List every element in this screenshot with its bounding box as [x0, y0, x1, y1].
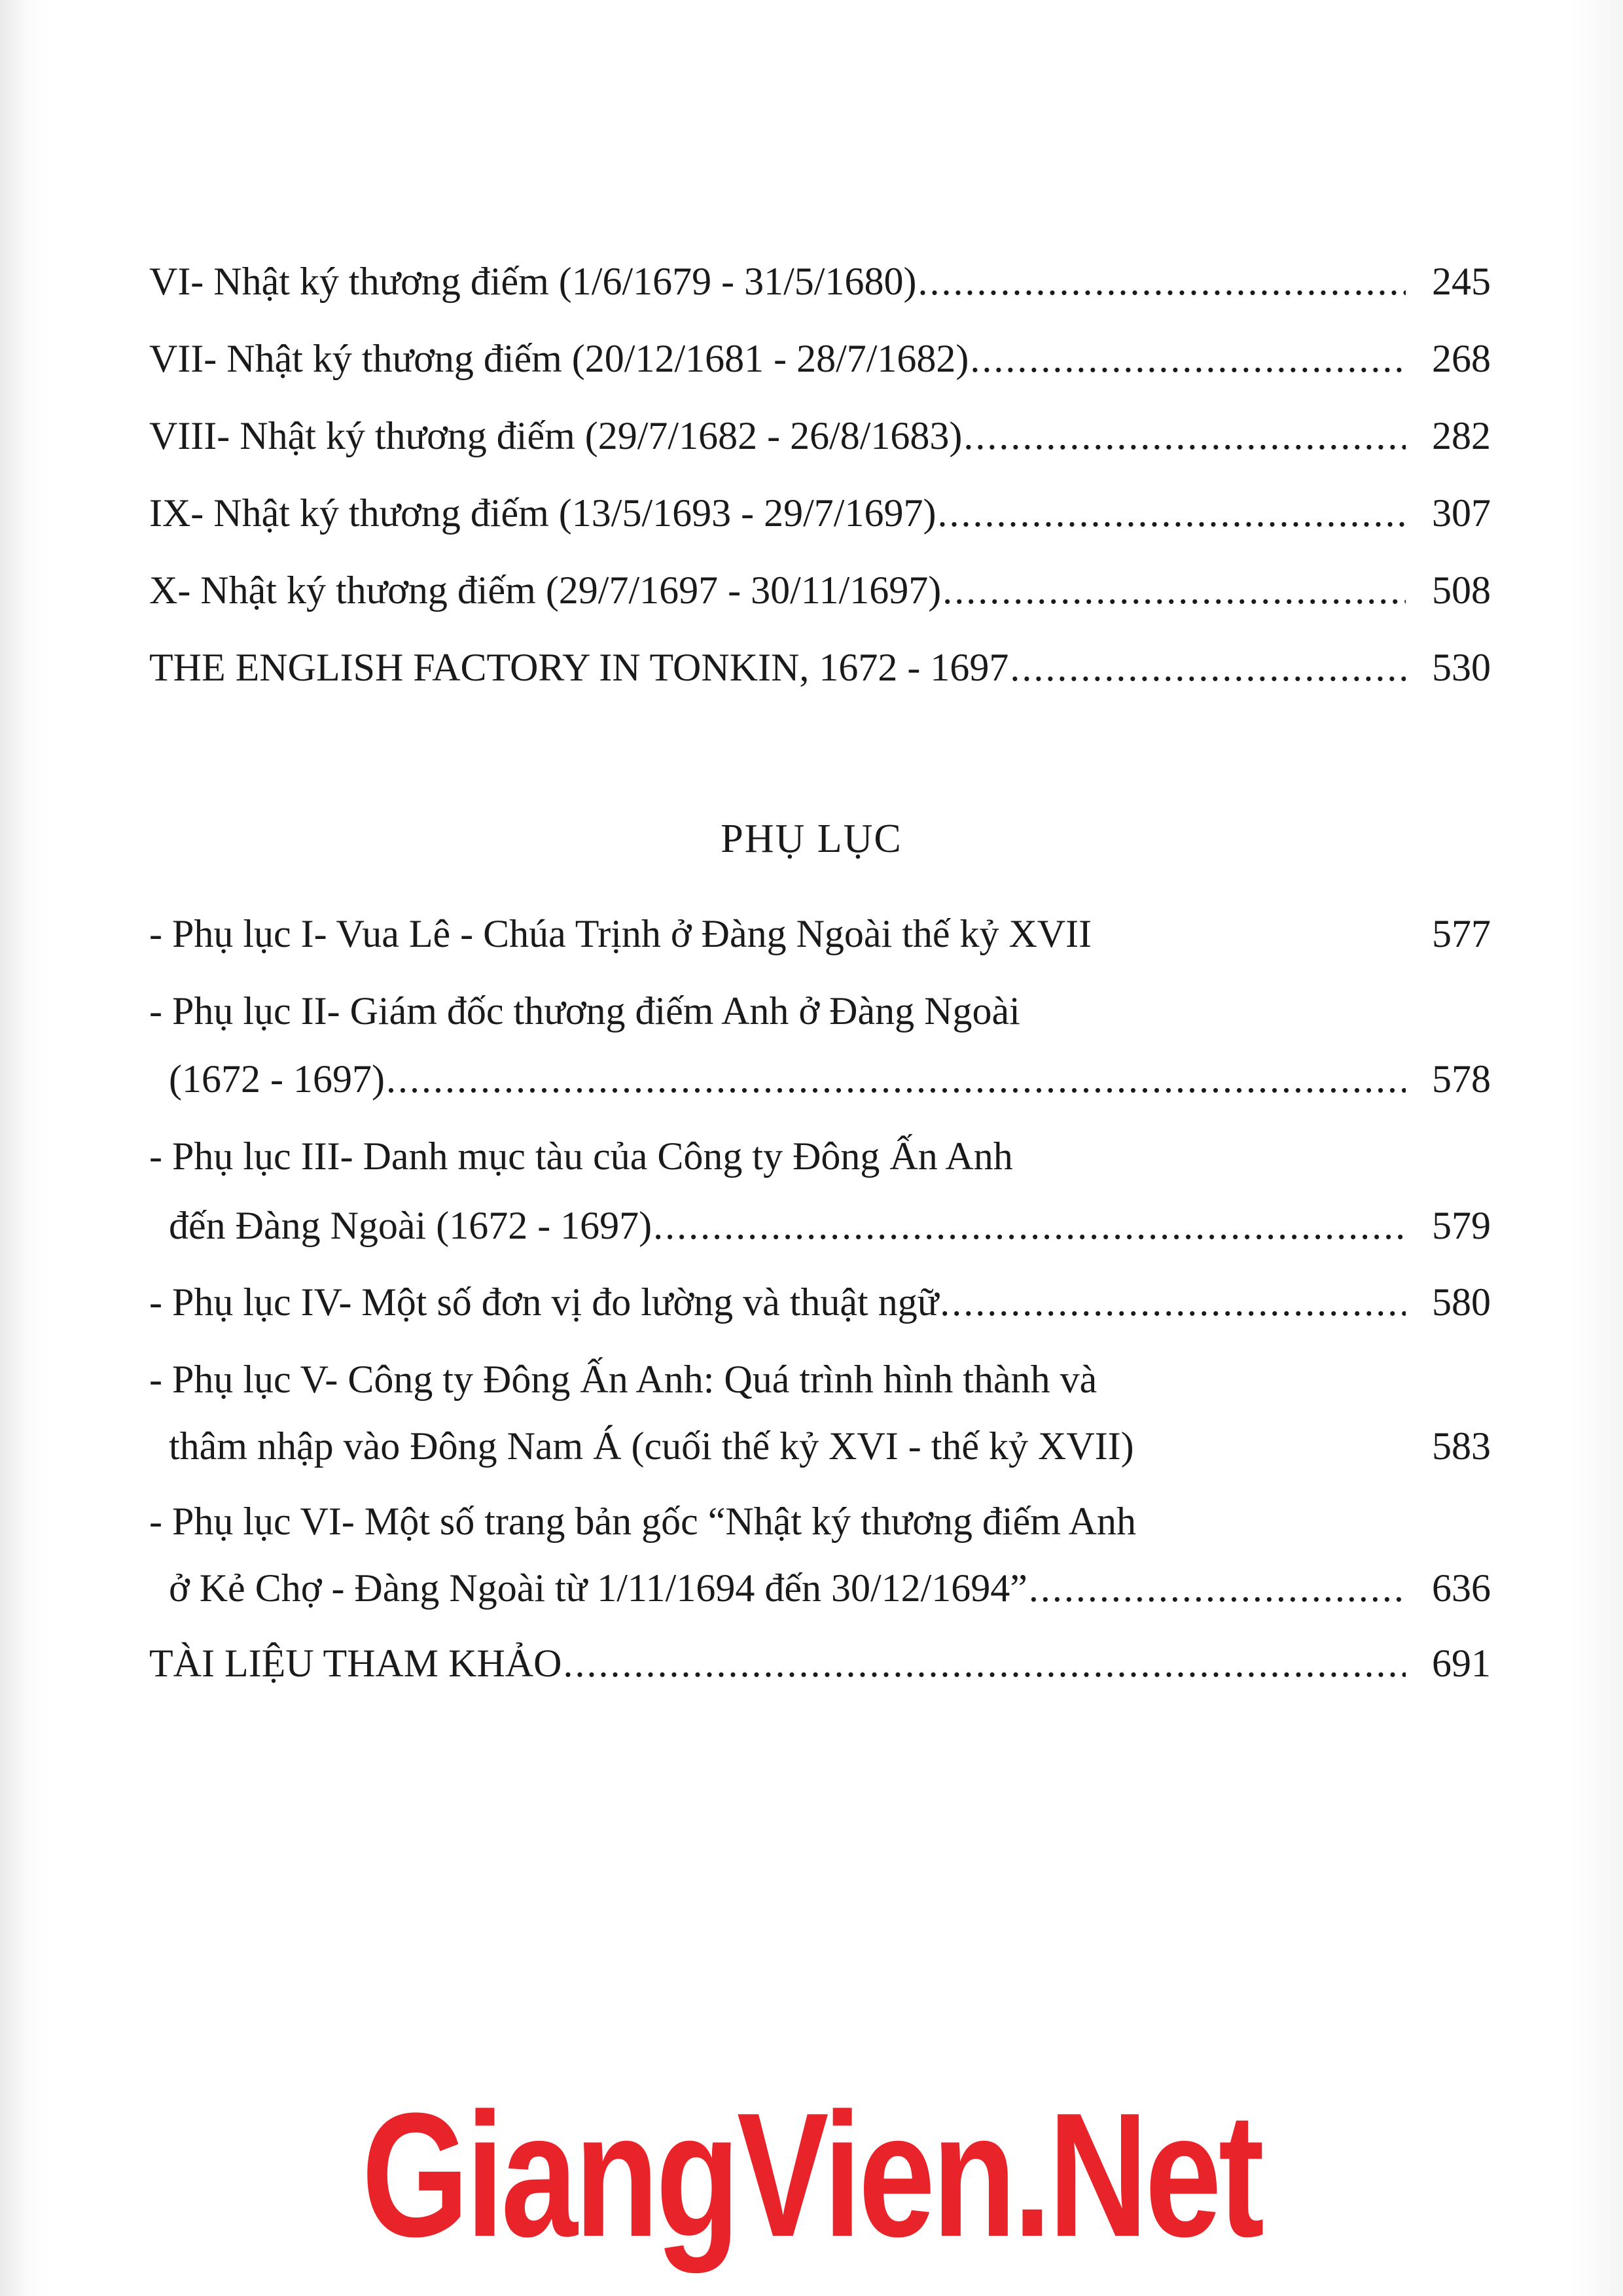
toc-entry-page: 530	[1432, 646, 1491, 689]
appendix-entry-v[interactable]	[169, 1426, 1491, 1466]
appendix-entry-i[interactable]	[149, 914, 1491, 953]
toc-entry-english-factory[interactable]	[149, 648, 1491, 687]
toc-entry-label: THE ENGLISH FACTORY IN TONKIN, 1672 - 1697	[149, 646, 1009, 689]
toc-entry-page: 268	[1432, 337, 1491, 380]
leader-dots	[1010, 648, 1406, 687]
toc-entry-page: 307	[1432, 491, 1491, 535]
appendix-entry-iii-line1[interactable]: - Phụ lục III- Danh mục tàu của Công ty Đông Ấn Anh	[149, 1135, 1013, 1178]
appendix-entry-label: - Phụ lục IV- Một số đơn vị đo lường và thuật ngữ	[149, 1280, 939, 1324]
appendix-entry-page: 636	[1432, 1566, 1491, 1610]
toc-entry-vi[interactable]	[149, 262, 1491, 301]
toc-entry-x[interactable]	[149, 571, 1491, 610]
appendix-entry-ii-line1[interactable]: - Phụ lục II- Giám đốc thương điếm Anh ở Đàng Ngoài	[149, 989, 1020, 1033]
leader-dots	[386, 1059, 1406, 1099]
leader-dots	[1029, 1568, 1406, 1608]
appendix-entry-iii[interactable]	[169, 1206, 1491, 1245]
toc-entry-label: VI- Nhật ký thương điếm (1/6/1679 - 31/5/1680)	[149, 260, 917, 303]
appendix-entry-iv[interactable]	[149, 1282, 1491, 1322]
appendix-entry-v-line1[interactable]: - Phụ lục V- Công ty Đông Ấn Anh: Quá trình hình thành và	[149, 1358, 1097, 1401]
leader-dots	[963, 416, 1406, 455]
appendix-entry-vi[interactable]	[169, 1568, 1491, 1608]
appendix-entry-ii[interactable]	[169, 1059, 1491, 1099]
toc-entry-label: VII- Nhật ký thương điếm (20/12/1681 - 28/7/1682)	[149, 337, 969, 380]
appendix-entry-page: 579	[1432, 1204, 1491, 1247]
leader-dots	[653, 1206, 1406, 1245]
toc-entry-label: VIII- Nhật ký thương điếm (29/7/1682 - 26/8/1683)	[149, 414, 963, 457]
appendix-entry-page: 577	[1432, 912, 1491, 955]
leader-dots	[918, 262, 1406, 301]
appendix-entry-vi-line1[interactable]: - Phụ lục VI- Một số trang bản gốc “Nhật ký thương điếm Anh	[149, 1500, 1136, 1543]
toc-entry-page: 245	[1432, 260, 1491, 303]
appendix-entry-label: đến Đàng Ngoài (1672 - 1697)	[169, 1204, 652, 1247]
appendix-entry-label: ở Kẻ Chợ - Đàng Ngoài từ 1/11/1694 đến 30/12/1694”	[169, 1566, 1027, 1610]
appendix-entry-label: thâm nhập vào Đông Nam Á (cuối thế kỷ XVI - thế kỷ XVII)	[169, 1424, 1134, 1468]
appendix-entry-page: 583	[1432, 1424, 1491, 1468]
references-entry[interactable]	[149, 1644, 1491, 1683]
leader-dots	[937, 493, 1406, 533]
leader-dots	[940, 1282, 1406, 1322]
toc-entry-label: IX- Nhật ký thương điếm (13/5/1693 - 29/7/1697)	[149, 491, 936, 535]
toc-entry-viii[interactable]	[149, 416, 1491, 455]
toc-entry-vii[interactable]	[149, 339, 1491, 378]
appendix-entry-page: 580	[1432, 1280, 1491, 1324]
toc-entry-label: X- Nhật ký thương điếm (29/7/1697 - 30/11/1697)	[149, 569, 942, 612]
leader-dots	[563, 1644, 1406, 1683]
toc-entry-ix[interactable]	[149, 493, 1491, 533]
watermark-logo: GiangVien.Net	[361, 2077, 1262, 2274]
references-label: TÀI LIỆU THAM KHẢO	[149, 1642, 562, 1685]
references-page: 691	[1432, 1642, 1491, 1685]
leader-dots	[942, 571, 1406, 610]
toc-entry-page: 508	[1432, 569, 1491, 612]
toc-entry-page: 282	[1432, 414, 1491, 457]
appendix-entry-label: - Phụ lục I- Vua Lê - Chúa Trịnh ở Đàng Ngoài thế kỷ XVII	[149, 912, 1092, 955]
leader-dots	[970, 339, 1406, 378]
appendix-entry-label: (1672 - 1697)	[169, 1057, 385, 1101]
appendix-heading: PHỤ LỤC	[721, 817, 902, 861]
appendix-entry-page: 578	[1432, 1057, 1491, 1101]
